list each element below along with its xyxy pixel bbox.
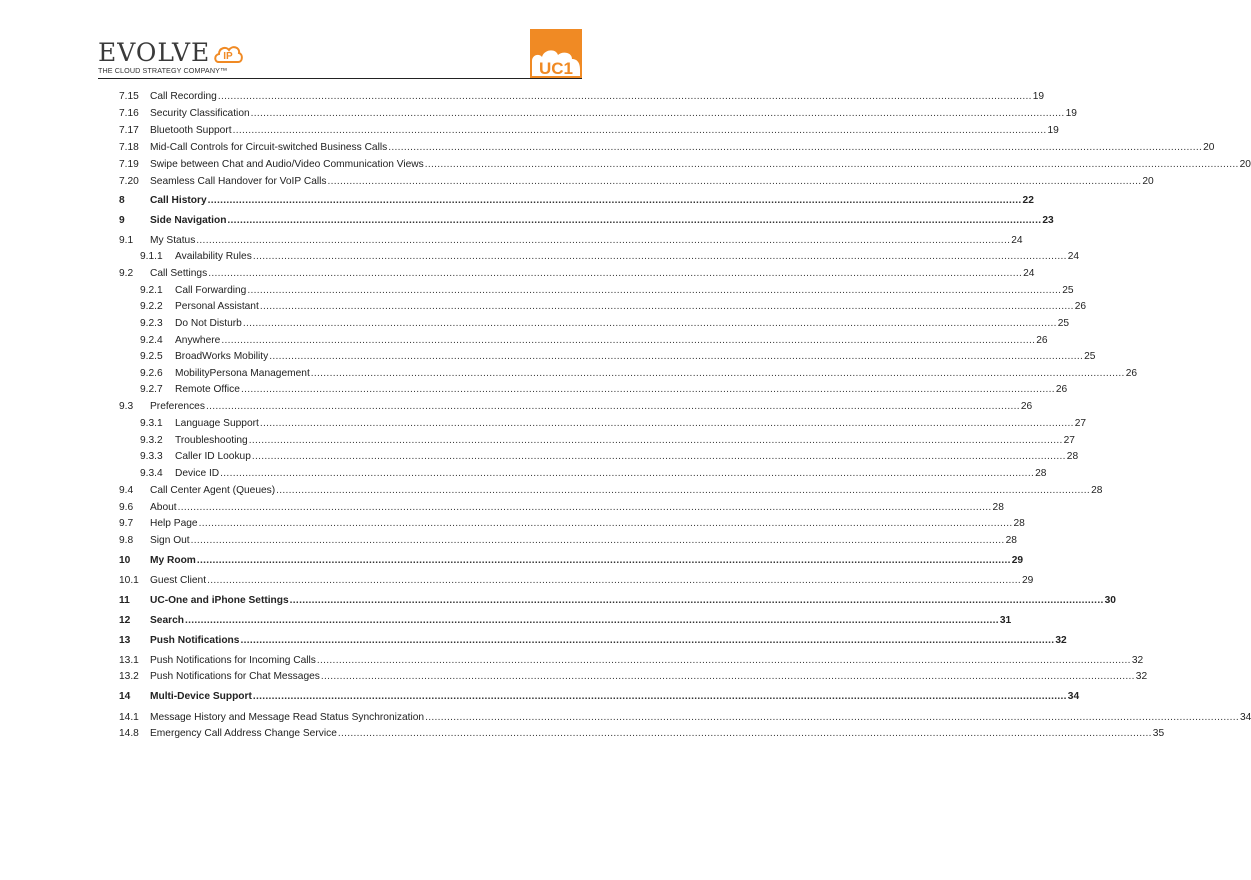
toc-entry-title: Anywhere: [175, 335, 221, 346]
toc-entry-title: Personal Assistant: [175, 301, 259, 312]
toc-entry-page: 28: [1013, 518, 1025, 529]
toc-entry[interactable]: [119, 450, 1079, 464]
toc-dot-leader: ....................................................................................................................................................................................................................................................................: [207, 195, 1022, 206]
toc-entry-title: Push Notifications: [150, 635, 240, 646]
toc-entry-title: Message History and Message Read Status Synchronization: [150, 712, 425, 723]
toc-entry-page: 20: [1239, 159, 1251, 170]
toc-entry-number: 9.2.6: [140, 368, 163, 379]
toc-entry-title: Call Recording: [150, 91, 217, 102]
toc-dot-leader: ....................................................................................................................................................................................................................................................................: [259, 301, 1074, 312]
toc-dot-leader: ....................................................................................................................................................................................................................................................................: [320, 671, 1135, 682]
toc-dot-leader: ....................................................................................................................................................................................................................................................................: [259, 418, 1074, 429]
toc-entry-number: 13.2: [119, 671, 139, 682]
toc-entry-page: 26: [1125, 368, 1138, 379]
toc-dot-leader: ....................................................................................................................................................................................................................................................................: [327, 176, 1142, 187]
toc-entry-title: Bluetooth Support: [150, 125, 232, 136]
toc-entry-number: 7.19: [119, 159, 139, 170]
toc-entry-title: Call History: [150, 195, 207, 206]
toc-entry-page: 19: [1047, 125, 1059, 136]
toc-dot-leader: ....................................................................................................................................................................................................................................................................: [252, 251, 1067, 262]
toc-entry[interactable]: [119, 383, 1068, 397]
toc-entry[interactable]: [119, 574, 1034, 588]
toc-entry[interactable]: [119, 654, 1144, 668]
toc-entry-number: 7.16: [119, 108, 139, 119]
toc-entry-title: Call Settings: [150, 268, 208, 279]
toc-dot-leader: ....................................................................................................................................................................................................................................................................: [221, 335, 1036, 346]
toc-entry[interactable]: [119, 158, 1251, 172]
toc-entry-title: Emergency Call Address Change Service: [150, 728, 337, 739]
toc-entry-page: 28: [1091, 485, 1103, 496]
toc-entry-number: 10: [119, 555, 131, 566]
toc-entry-page: 31: [999, 615, 1012, 626]
toc-entry[interactable]: [119, 175, 1154, 189]
toc-dot-leader: ....................................................................................................................................................................................................................................................................: [250, 108, 1065, 119]
toc-entry[interactable]: [119, 670, 1148, 684]
toc-entry-page: 22: [1022, 195, 1034, 206]
toc-entry-page: 25: [1062, 285, 1074, 296]
toc-entry-title: Device ID: [175, 468, 220, 479]
toc-entry[interactable]: [119, 124, 1059, 138]
toc-entry[interactable]: [119, 711, 1251, 725]
uc1-badge-text: UC1: [538, 59, 574, 78]
toc-entry-page: 26: [1020, 401, 1033, 412]
toc-entry-title: Troubleshooting: [175, 435, 248, 446]
toc-dot-leader: ....................................................................................................................................................................................................................................................................: [190, 535, 1005, 546]
toc-entry[interactable]: [119, 194, 1034, 208]
toc-entry-title: Call Forwarding: [175, 285, 247, 296]
toc-entry[interactable]: [119, 400, 1033, 414]
toc-dot-leader: ....................................................................................................................................................................................................................................................................: [276, 485, 1091, 496]
toc-dot-leader: ....................................................................................................................................................................................................................................................................: [424, 159, 1239, 170]
toc-entry[interactable]: [119, 350, 1096, 364]
toc-dot-leader: ....................................................................................................................................................................................................................................................................: [242, 318, 1057, 329]
toc-dot-leader: ....................................................................................................................................................................................................................................................................: [316, 655, 1131, 666]
toc-entry-number: 7.20: [119, 176, 139, 187]
toc-entry[interactable]: [119, 554, 1024, 568]
toc-entry-title: BroadWorks Mobility: [175, 351, 269, 362]
toc-entry-number: 9.2.7: [140, 384, 163, 395]
toc-entry-number: 7.17: [119, 125, 139, 136]
toc-entry-number: 9: [119, 215, 125, 226]
toc-entry-title: Sign Out: [150, 535, 190, 546]
toc-entry-page: 27: [1063, 435, 1075, 446]
toc-entry-number: 9.2.1: [140, 285, 163, 296]
toc-entry-number: 9.3.4: [140, 468, 163, 479]
toc-entry[interactable]: [119, 250, 1080, 264]
toc-entry-page: 24: [1011, 235, 1023, 246]
toc-entry-page: 20: [1142, 176, 1154, 187]
toc-dot-leader: ....................................................................................................................................................................................................................................................................: [207, 575, 1021, 586]
toc-entry-title: Availability Rules: [175, 251, 252, 262]
toc-dot-leader: ....................................................................................................................................................................................................................................................................: [240, 384, 1055, 395]
toc-entry-page: 29: [1021, 575, 1034, 586]
toc-entry[interactable]: [119, 90, 1045, 104]
toc-entry-title: UC-One and iPhone Settings: [150, 595, 289, 606]
toc-entry-title: Seamless Call Handover for VoIP Calls: [150, 176, 327, 187]
toc-dot-leader: ....................................................................................................................................................................................................................................................................: [289, 595, 1104, 606]
toc-dot-leader: ....................................................................................................................................................................................................................................................................: [217, 91, 1032, 102]
toc-dot-leader: ....................................................................................................................................................................................................................................................................: [227, 215, 1042, 226]
toc-entry-title: Preferences: [150, 401, 205, 412]
toc-entry-number: 8: [119, 195, 125, 206]
toc-entry-page: 20: [1203, 142, 1215, 153]
toc-entry-title: MobilityPersona Management: [175, 368, 310, 379]
logo-badge-text: IP: [223, 50, 234, 62]
toc-entry-number: 9.2: [119, 268, 134, 279]
logo-tagline: THE CLOUD STRATEGY COMPANY™: [98, 66, 228, 75]
toc-entry[interactable]: [119, 434, 1075, 448]
toc-entry-page: 32: [1055, 635, 1067, 646]
toc-dot-leader: ....................................................................................................................................................................................................................................................................: [184, 615, 999, 626]
toc-dot-leader: ....................................................................................................................................................................................................................................................................: [232, 125, 1047, 136]
toc-entry-page: 27: [1074, 418, 1087, 429]
toc-entry-page: 32: [1131, 655, 1144, 666]
toc-dot-leader: ....................................................................................................................................................................................................................................................................: [269, 351, 1084, 362]
toc-entry-page: 23: [1042, 215, 1054, 226]
toc-entry[interactable]: [119, 484, 1103, 498]
toc-entry-title: My Status: [150, 235, 196, 246]
toc-entry[interactable]: [119, 284, 1074, 298]
toc-entry-page: 28: [992, 502, 1004, 513]
logo-cloud-badge: [213, 42, 243, 64]
toc-entry[interactable]: [119, 267, 1035, 281]
toc-entry-number: 13.1: [119, 655, 139, 666]
toc-entry-number: 9.1: [119, 235, 134, 246]
toc-entry-title: About: [150, 502, 177, 513]
toc-entry-title: Language Support: [175, 418, 259, 429]
toc-entry-page: 19: [1032, 91, 1045, 102]
toc-entry-page: 28: [1035, 468, 1047, 479]
toc-entry-page: 34: [1067, 691, 1080, 702]
logo-wordmark: EVOLVE: [98, 38, 211, 67]
toc-dot-leader: ....................................................................................................................................................................................................................................................................: [220, 468, 1035, 479]
toc-entry-title: Push Notifications for Chat Messages: [150, 671, 320, 682]
toc-entry[interactable]: [119, 501, 1004, 515]
toc-dot-leader: ....................................................................................................................................................................................................................................................................: [205, 401, 1020, 412]
toc-entry-title: Side Navigation: [150, 215, 227, 226]
toc-entry-page: 25: [1084, 351, 1096, 362]
toc-entry-number: 9.3.2: [140, 435, 163, 446]
toc-entry-number: 9.4: [119, 485, 134, 496]
toc-entry-title: Call Center Agent (Queues): [150, 485, 276, 496]
toc-entry[interactable]: [119, 300, 1087, 314]
toc-entry-number: 10.1: [119, 575, 139, 586]
toc-entry[interactable]: [119, 614, 1012, 628]
toc-entry-page: 28: [1066, 451, 1079, 462]
toc-dot-leader: ....................................................................................................................................................................................................................................................................: [247, 285, 1062, 296]
toc-entry-number: 9.2.2: [140, 301, 163, 312]
toc-entry[interactable]: [119, 141, 1215, 155]
toc-dot-leader: ....................................................................................................................................................................................................................................................................: [248, 435, 1063, 446]
toc-entry[interactable]: [119, 517, 1025, 531]
uc1-badge: [530, 29, 582, 78]
toc-entry-number: 9.2.5: [140, 351, 163, 362]
header-divider: [98, 78, 582, 79]
evolve-ip-logo: [98, 40, 243, 75]
toc-entry-page: 28: [1005, 535, 1017, 546]
toc-dot-leader: ....................................................................................................................................................................................................................................................................: [337, 728, 1152, 739]
toc-entry-title: Caller ID Lookup: [175, 451, 251, 462]
toc-entry-page: 26: [1055, 384, 1068, 395]
toc-entry[interactable]: [119, 214, 1054, 228]
toc-dot-leader: ....................................................................................................................................................................................................................................................................: [310, 368, 1125, 379]
toc-entry-title: Swipe between Chat and Audio/Video Communication Views: [150, 159, 424, 170]
toc-entry-number: 14.1: [119, 712, 139, 723]
toc-entry-number: 13: [119, 635, 131, 646]
toc-entry-number: 7.15: [119, 91, 139, 102]
toc-entry-number: 11: [119, 595, 130, 606]
toc-entry[interactable]: [119, 317, 1070, 331]
toc-entry-number: 9.1.1: [140, 251, 163, 262]
toc-entry-title: Do Not Disturb: [175, 318, 242, 329]
toc-entry[interactable]: [119, 367, 1138, 381]
toc-dot-leader: ....................................................................................................................................................................................................................................................................: [196, 235, 1011, 246]
toc-entry[interactable]: [119, 417, 1087, 431]
toc-dot-leader: ....................................................................................................................................................................................................................................................................: [208, 268, 1023, 279]
toc-entry-number: 9.8: [119, 535, 134, 546]
toc-dot-leader: ....................................................................................................................................................................................................................................................................: [177, 502, 992, 513]
toc-entry-title: Guest Client: [150, 575, 207, 586]
toc-entry-page: 25: [1057, 318, 1070, 329]
toc-dot-leader: ....................................................................................................................................................................................................................................................................: [240, 635, 1055, 646]
toc-entry[interactable]: [119, 107, 1077, 121]
toc-entry[interactable]: [119, 594, 1116, 608]
toc-entry-page: 34: [1239, 712, 1251, 723]
toc-entry-number: 9.2.3: [140, 318, 163, 329]
toc-entry-number: 9.3.3: [140, 451, 163, 462]
toc-entry-page: 26: [1074, 301, 1087, 312]
toc-entry[interactable]: [119, 534, 1017, 548]
toc-entry-title: Push Notifications for Incoming Calls: [150, 655, 316, 666]
toc-entry[interactable]: [119, 234, 1023, 248]
toc-dot-leader: ....................................................................................................................................................................................................................................................................: [252, 691, 1067, 702]
toc-entry[interactable]: [119, 727, 1165, 741]
toc-entry-page: 24: [1067, 251, 1080, 262]
toc-entry[interactable]: [119, 690, 1080, 704]
page-header: [0, 0, 680, 80]
toc-entry-title: Search: [150, 615, 184, 626]
toc-dot-leader: ....................................................................................................................................................................................................................................................................: [425, 712, 1239, 723]
toc-entry-title: Mid-Call Controls for Circuit-switched Business Calls: [150, 142, 388, 153]
toc-entry-number: 14: [119, 691, 131, 702]
toc-entry-title: Help Page: [150, 518, 198, 529]
toc-entry-page: 29: [1011, 555, 1024, 566]
toc-entry-page: 32: [1135, 671, 1148, 682]
toc-entry-page: 35: [1152, 728, 1165, 739]
toc-entry-page: 19: [1065, 108, 1077, 119]
toc-entry-title: Multi-Device Support: [150, 691, 252, 702]
toc-entry-number: 12: [119, 615, 131, 626]
toc-entry-number: 9.6: [119, 502, 134, 513]
toc-entry-number: 9.3.1: [140, 418, 163, 429]
toc-entry[interactable]: [119, 467, 1047, 481]
toc-dot-leader: ....................................................................................................................................................................................................................................................................: [196, 555, 1011, 566]
toc-entry-title: Security Classification: [150, 108, 250, 119]
toc-entry-page: 24: [1023, 268, 1035, 279]
toc-entry-title: Remote Office: [175, 384, 240, 395]
toc-entry[interactable]: [119, 634, 1067, 648]
toc-dot-leader: ....................................................................................................................................................................................................................................................................: [198, 518, 1013, 529]
toc-entry-number: 9.2.4: [140, 335, 163, 346]
toc-dot-leader: ....................................................................................................................................................................................................................................................................: [251, 451, 1066, 462]
toc-dot-leader: ....................................................................................................................................................................................................................................................................: [388, 142, 1203, 153]
toc-entry-number: 9.7: [119, 518, 134, 529]
toc-entry-number: 14.8: [119, 728, 139, 739]
toc-entry[interactable]: [119, 334, 1048, 348]
toc-entry-number: 7.18: [119, 142, 139, 153]
toc-entry-title: My Room: [150, 555, 196, 566]
toc-entry-page: 30: [1104, 595, 1116, 606]
toc-entry-page: 26: [1036, 335, 1048, 346]
toc-entry-number: 9.3: [119, 401, 134, 412]
